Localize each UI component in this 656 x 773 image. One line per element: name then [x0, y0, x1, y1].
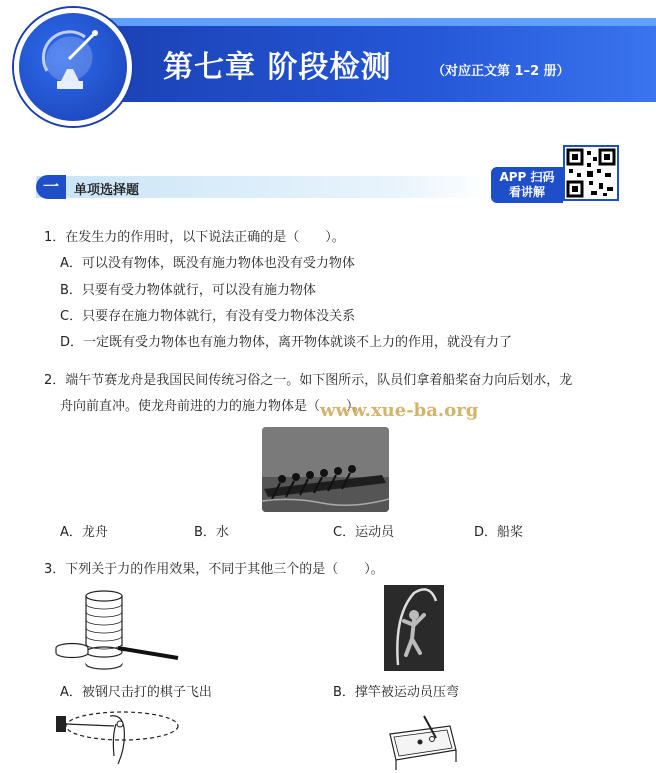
question-3-option-b[interactable]: B．撑竿被运动员压弯 [333, 685, 459, 700]
dragon-boat-photo [262, 427, 389, 512]
coin-stack-illustration [52, 586, 182, 676]
app-scan-line1: APP 扫码 [499, 170, 555, 184]
satellite-dish-icon [14, 8, 132, 126]
billiard-table-illustration [380, 712, 460, 773]
app-scan-badge [491, 167, 563, 203]
question-1-option-b[interactable]: B．只要有受力物体就行，可以没有施力物体 [60, 283, 316, 298]
circular-motion-illustration [52, 706, 182, 773]
question-1-option-d[interactable]: D．一定既有受力物体也有施力物体，离开物体就谈不上力的作用，就没有力了 [60, 335, 513, 350]
chapter-header [0, 0, 656, 110]
question-1-option-c[interactable]: C．只要存在施力物体就行，有没有受力物体没关系 [60, 309, 356, 324]
question-1-stem: 1．在发生力的作用时，以下说法正确的是（ ）。 [44, 230, 345, 245]
question-1-option-a[interactable]: A．可以没有物体，既没有施力物体也没有受力物体 [60, 256, 355, 271]
question-2-option-c[interactable]: C．运动员 [333, 525, 395, 540]
question-3-stem: 3．下列关于力的作用效果，不同于其他三个的是（ ）。 [44, 562, 384, 577]
app-scan-line2: 看讲解 [508, 185, 545, 199]
qr-code-icon[interactable] [563, 145, 619, 201]
watermark: www.xue-ba.org [320, 400, 479, 421]
chapter-title: 第七章 阶段检测 [163, 50, 392, 85]
question-2-option-a[interactable]: A．龙舟 [60, 525, 108, 540]
pole-vault-photo [384, 585, 444, 671]
section-number: 一 [36, 175, 66, 199]
question-2-stem-line2: 舟向前直冲。使龙舟前进的力的施力物体是（ ）。 [60, 399, 366, 414]
question-2-stem-line1: 2．端午节赛龙舟是我国民间传统习俗之一。如下图所示，队员们拿着船桨奋力向后划水，龙 [44, 373, 573, 388]
question-2-option-d[interactable]: D．船桨 [474, 525, 524, 540]
chapter-subtitle: （对应正文第 1–2 册） [432, 64, 570, 79]
section-title: 单项选择题 [74, 183, 140, 198]
question-3-option-a[interactable]: A．被钢尺击打的棋子飞出 [60, 685, 212, 700]
question-2-option-b[interactable]: B．水 [194, 525, 229, 540]
